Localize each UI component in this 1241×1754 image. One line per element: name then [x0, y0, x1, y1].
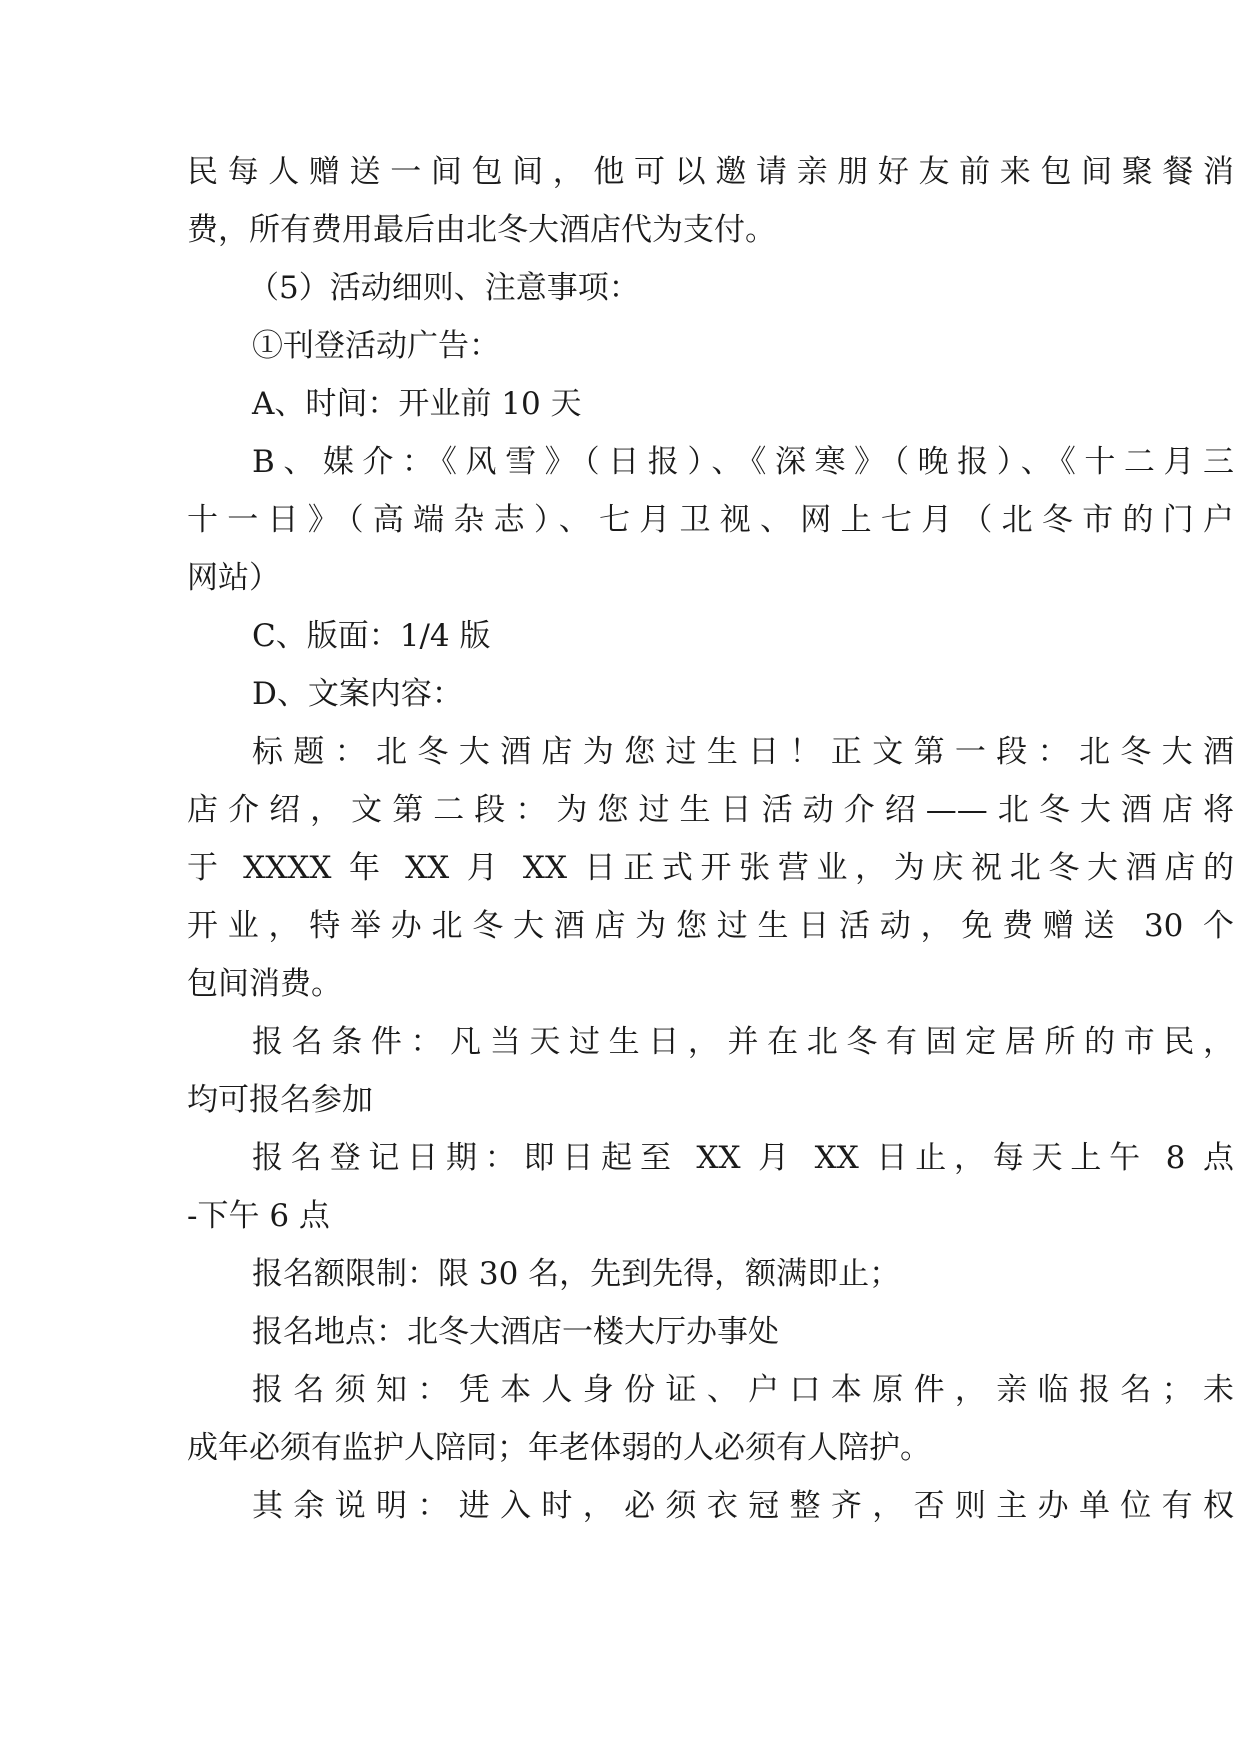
- text-line: -下午 6 点: [187, 1198, 330, 1234]
- text-line: B、媒介：《风雪》（日报）、《深寒》（晚报）、《十二月三: [252, 444, 1234, 480]
- text-line: 标题：北冬大酒店为您过生日！正文第一段：北冬大酒: [252, 734, 1234, 770]
- text-line: 费，所有费用最后由北冬大酒店代为支付。: [187, 212, 776, 248]
- text-line: 十一日》（高端杂志）、七月卫视、网上七月（北冬市的门户: [187, 502, 1234, 538]
- text-line: 报名额限制：限 30 名，先到先得，额满即止；: [252, 1256, 901, 1292]
- text-line: A、时间：开业前 10 天: [252, 386, 582, 422]
- text-line: 包间消费。: [187, 966, 342, 1002]
- text-line: 报名须知：凭本人身份证、户口本原件，亲临报名；未: [252, 1372, 1234, 1408]
- text-line: 其余说明：进入时，必须衣冠整齐，否则主办单位有权: [252, 1488, 1234, 1524]
- text-line: 店介绍，文第二段：为您过生日活动介绍——北冬大酒店将: [187, 792, 1234, 828]
- text-line: 均可报名参加: [187, 1082, 373, 1118]
- text-line: 开业，特举办北冬大酒店为您过生日活动，免费赠送 30 个: [187, 908, 1234, 944]
- text-line: C、版面：1/4 版: [252, 618, 491, 654]
- text-line: ①刊登活动广告：: [252, 328, 500, 364]
- text-line: （5）活动细则、注意事项：: [248, 270, 640, 306]
- text-line: 报名地点：北冬大酒店一楼大厅办事处: [252, 1314, 779, 1350]
- text-line: 报名登记日期：即日起至 XX 月 XX 日止，每天上午 8 点: [252, 1140, 1234, 1176]
- text-line: 报名条件：凡当天过生日，并在北冬有固定居所的市民，: [252, 1024, 1234, 1060]
- text-line: 民每人赠送一间包间，他可以邀请亲朋好友前来包间聚餐消: [187, 154, 1234, 190]
- text-line: 于 XXXX 年 XX 月 XX 日正式开张营业，为庆祝北冬大酒店的: [187, 850, 1234, 886]
- text-line: D、文案内容：: [252, 676, 463, 712]
- text-line: 成年必须有监护人陪同；年老体弱的人必须有人陪护。: [187, 1430, 931, 1466]
- text-line: 网站）: [187, 560, 280, 596]
